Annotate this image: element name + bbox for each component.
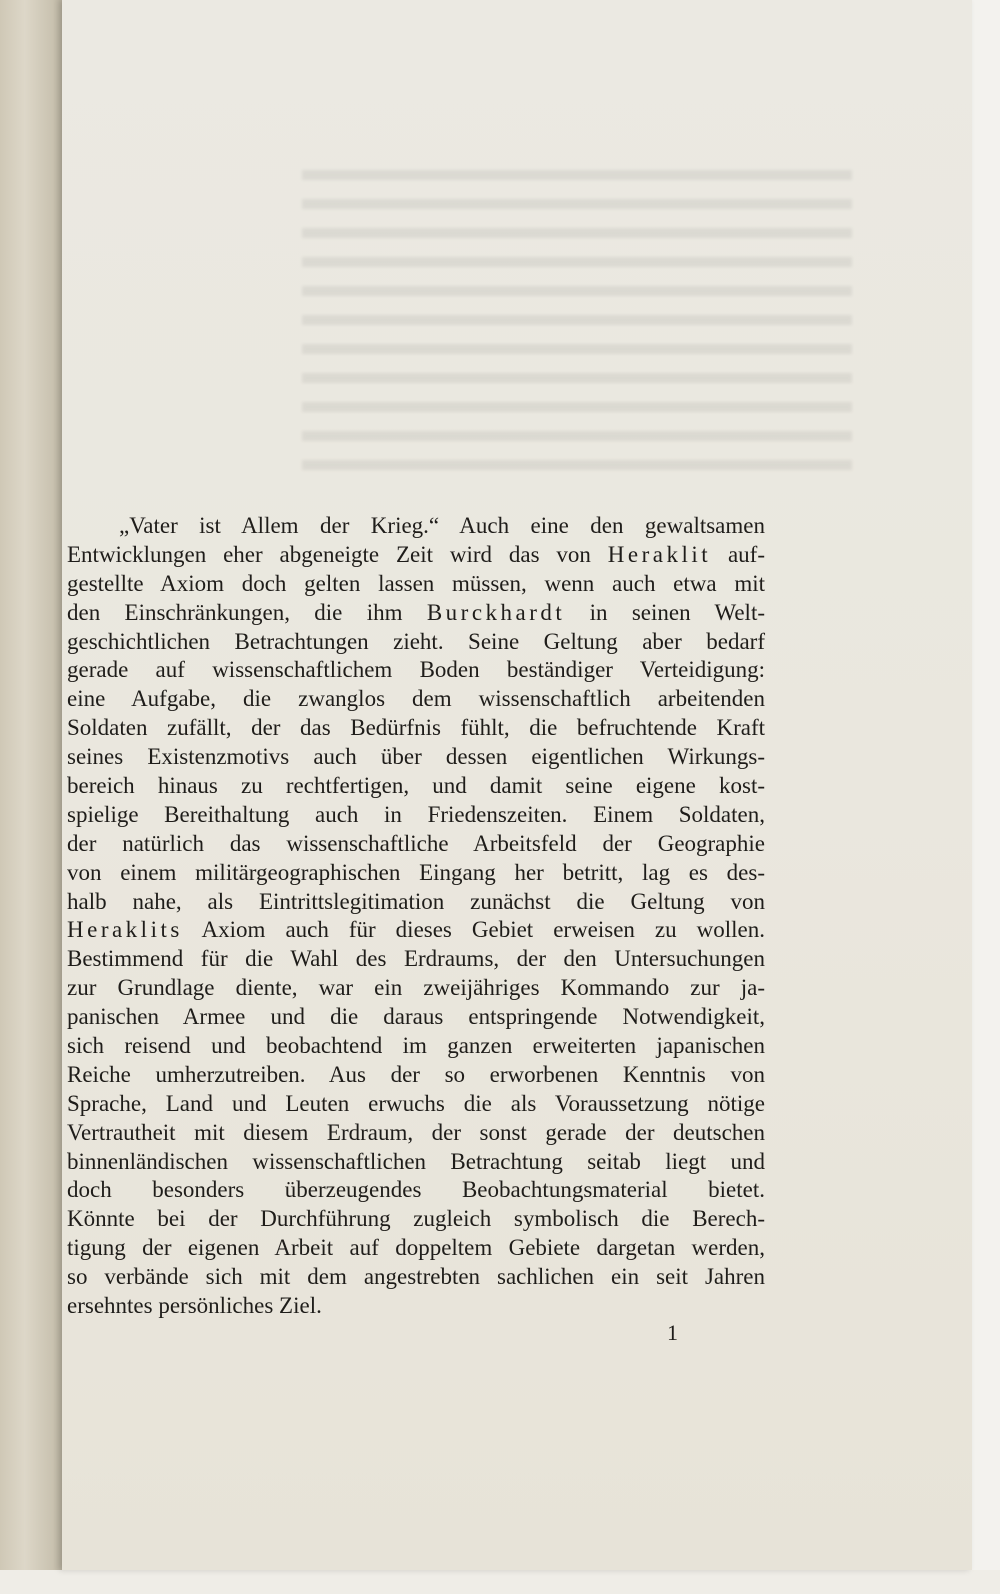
text-segment: in seinen Welt- [565,599,765,625]
text-line [67,1032,765,1061]
body-paragraph [67,512,765,1321]
text-segment: geschichtlichen Betrachtungen zieht. Seine Geltung aber bedarf [67,628,765,654]
text-line [67,1119,765,1148]
text-line [67,1234,765,1263]
text-segment: binnenländischen wissenschaftlichen Betrachtung seitab liegt und [67,1148,765,1174]
text-line [67,1292,765,1321]
adjacent-page-edge [0,0,62,1594]
text-line [67,1003,765,1032]
text-line [67,1205,765,1234]
text-line [67,888,765,917]
text-segment: zur Grundlage diente, war ein zweijähriges Kommando zur ja- [67,975,765,1001]
background-surface [972,0,1000,1594]
text-segment: doch besonders überzeugendes Beobachtungsmaterial bietet. [67,1177,765,1203]
text-line [67,772,765,801]
emphasized-name: Heraklits [67,917,183,943]
text-segment: „Vater ist Allem der Krieg.“ Auch eine den gewaltsamen [119,513,765,538]
text-line [67,916,765,945]
page-number: 1 [667,1320,678,1345]
text-line [67,743,765,772]
text-line [67,1090,765,1119]
text-line [67,1148,765,1177]
text-line [67,945,765,974]
text-segment: halb nahe, als Eintrittslegitimation zunächst die Geltung von [67,888,765,914]
text-segment: bereich hinaus zu rechtfertigen, und damit seine eigene kost- [67,773,765,799]
text-line [67,714,765,743]
text-segment: eine Aufgabe, die zwanglos dem wissenschaftlich arbeitenden [67,686,765,712]
text-line [67,974,765,1003]
text-segment: gestellte Axiom doch gelten lassen müssen, wenn auch etwa mit [67,570,765,596]
text-segment: Soldaten zufällt, der das Bedürfnis fühlt, die befruchtende Kraft [67,715,765,741]
background-surface-bottom [0,1570,1000,1594]
text-segment: von einem militärgeographischen Eingang her betritt, lag es des- [67,859,765,885]
text-segment: Reiche umherzutreiben. Aus der so erworbenen Kenntnis von [67,1061,765,1087]
text-segment: Könnte bei der Durchführung zugleich symbolisch die Berech- [67,1206,765,1232]
text-line [67,541,765,570]
emphasized-name: Burckhardt [426,599,566,625]
bleed-through-text [302,170,852,470]
text-line [67,628,765,657]
text-segment: gerade auf wissenschaftlichem Boden beständiger Verteidigung: [67,657,765,683]
text-segment: Axiom auch für dieses Gebiet erweisen zu wollen. [182,917,765,943]
emphasized-name: Heraklit [607,541,712,567]
text-segment: spielige Bereithaltung auch in Friedenszeiten. Einem Soldaten, [67,801,765,827]
text-segment: sich reisend und beobachtend im ganzen erweiterten japanischen [67,1033,765,1059]
text-line [67,1061,765,1090]
text-line [67,1263,765,1292]
text-segment: Sprache, Land und Leuten erwuchs die als Voraussetzung nötige [67,1090,765,1116]
text-line [67,599,765,628]
text-segment: Entwicklungen eher abgeneigte Zeit wird das von [67,541,608,567]
text-segment: ersehntes persönliches Ziel. [67,1293,322,1319]
text-line [67,656,765,685]
text-segment: panischen Armee und die daraus entspringende Notwendigkeit, [67,1004,765,1030]
text-segment: seines Existenzmotivs auch über dessen eigentlichen Wirkungs- [67,744,765,770]
text-segment: den Einschränkungen, die ihm [67,599,427,625]
text-segment: Vertrautheit mit diesem Erdraum, der sonst gerade der deutschen [67,1119,765,1145]
text-line [67,512,765,541]
text-segment: auf- [711,541,766,567]
text-line [67,685,765,714]
text-line [67,830,765,859]
text-line [67,859,765,888]
text-segment: Bestimmend für die Wahl des Erdraums, der den Untersuchungen [67,946,765,972]
text-segment: der natürlich das wissenschaftliche Arbeitsfeld der Geographie [67,830,765,856]
text-line [67,570,765,599]
text-line [67,801,765,830]
text-line [67,1176,765,1205]
text-segment: so verbände sich mit dem angestrebten sachlichen ein seit Jahren [67,1264,765,1290]
text-segment: tigung der eigenen Arbeit auf doppeltem Gebiete dargetan werden, [67,1235,765,1261]
